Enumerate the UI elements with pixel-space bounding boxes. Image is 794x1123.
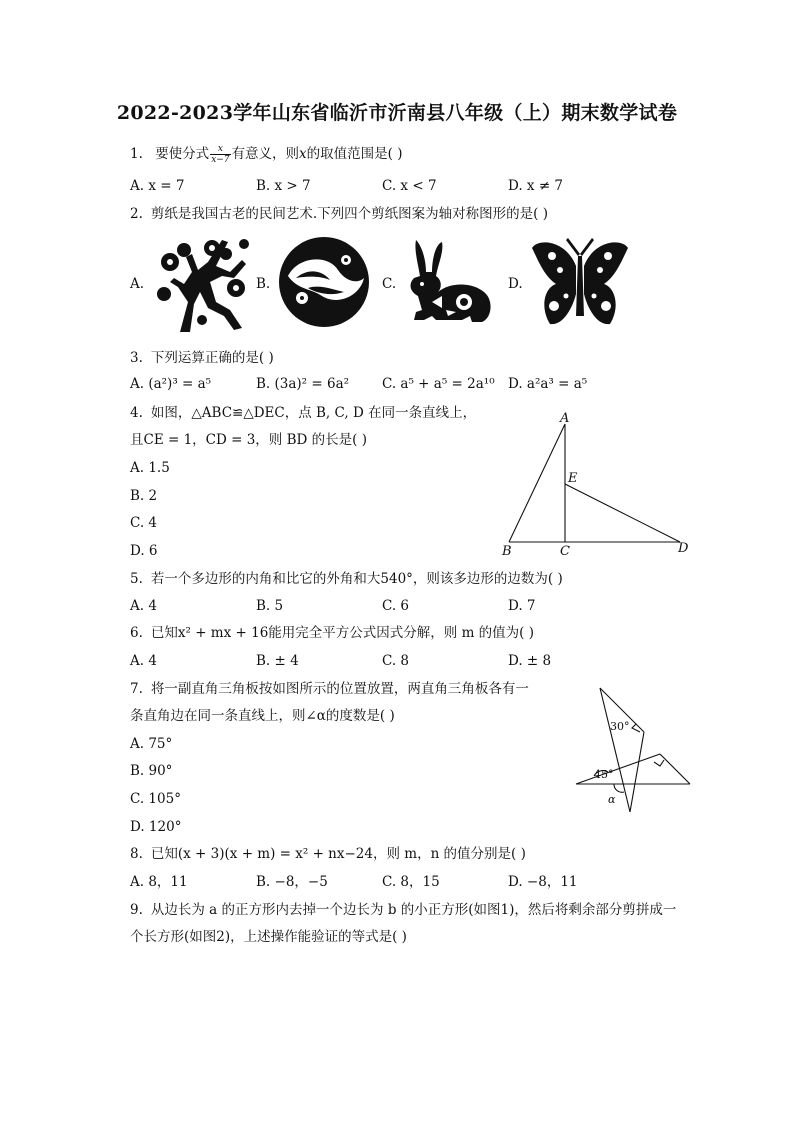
option-b: B. (3a)² = 6a²	[256, 376, 350, 392]
angle-45-label: 45°	[594, 768, 614, 781]
label-b: B	[502, 544, 512, 559]
page-title: 2022-2023学年山东省临沂市沂南县八年级（上）期末数学试卷	[116, 102, 678, 124]
question-3: 3. 下列运算正确的是( )	[130, 350, 274, 366]
question-text: 有意义，则	[231, 146, 300, 162]
option-a: A. x = 7	[130, 178, 185, 194]
option-b: B. 5	[256, 598, 284, 614]
label-d: D	[678, 541, 689, 556]
question-text: 将一副直角三角板按如图所示的位置放置，两直角三角板各有一	[150, 681, 529, 697]
label-c: C	[560, 544, 570, 559]
question-text: 要使分式	[155, 146, 210, 162]
option-c: C. x < 7	[382, 178, 437, 194]
question-8: 8. 已知(x + 3)(x + m) = x² + nx−24，则 m，n 的值分别是( )	[130, 846, 526, 862]
set-square-figure-q7	[572, 684, 694, 818]
option-a: A. 8，11	[130, 874, 188, 890]
option-a: A. 4	[130, 653, 157, 669]
question-text: 已知(x + 3)(x + m) = x² + nx−24，则 m，n 的值分别是( )	[150, 846, 526, 862]
option-d: D. 120°	[130, 819, 182, 835]
option-d: D. ± 8	[508, 653, 552, 669]
option-c: C. 4	[130, 515, 158, 531]
question-text: 已知x² + mx + 16能用完全平方公式因式分解，则 m 的值为( )	[150, 625, 535, 641]
option-b: B. 2	[130, 488, 158, 504]
option-a: A. 1.5	[130, 460, 170, 476]
question-7: 7. 将一副直角三角板按如图所示的位置放置，两直角三角板各有一	[130, 681, 529, 697]
question-text-continued: 条直角边在同一条直线上，则∠α的度数是( )	[130, 708, 395, 724]
butterfly-papercut-icon	[530, 236, 630, 330]
option-b-label: B.	[256, 276, 271, 292]
option-a: A. 4	[130, 598, 157, 614]
option-b: B. −8，−5	[256, 874, 328, 890]
option-b: B. ± 4	[256, 653, 299, 669]
option-a-label: A.	[130, 276, 145, 292]
question-text-continued: 且CE = 1，CD = 3，则 BD 的长是( )	[130, 432, 367, 448]
option-c: C. 6	[382, 598, 410, 614]
option-a: A. 75°	[130, 736, 173, 752]
rabbit-papercut-icon	[402, 236, 494, 328]
option-d: D. x ≠ 7	[508, 178, 564, 194]
question-text: 如图，△ABC≌△DEC，点 B, C, D 在同一条直线上，	[150, 405, 477, 421]
option-c: C. 105°	[130, 791, 181, 807]
plum-blossom-papercut-icon	[150, 232, 255, 334]
triangle-figure-q4	[498, 410, 698, 560]
option-c: C. 8	[382, 653, 410, 669]
question-1: 1. 要使分式 $\frac{x}{x-7}$ 有意义，则x的取值范围是( )	[130, 144, 403, 165]
question-text: 下列运算正确的是( )	[150, 350, 274, 366]
angle-30-label: 30°	[610, 720, 630, 733]
option-b: B. x > 7	[256, 178, 311, 194]
question-number: 1.	[130, 146, 143, 162]
question-text: 剪纸是我国古老的民间艺术.下列四个剪纸图案为轴对称图形的是( )	[150, 206, 549, 222]
option-d: D. 6	[130, 543, 158, 559]
option-c: C. a⁵ + a⁵ = 2a¹⁰	[382, 376, 495, 392]
option-c-label: C.	[382, 276, 397, 292]
question-4: 4. 如图，△ABC≌△DEC，点 B, C, D 在同一条直线上，	[130, 405, 477, 421]
option-c: C. 8，15	[382, 874, 440, 890]
angle-alpha-label: α	[608, 793, 616, 806]
fraction: $\frac{x}{x-7}$	[211, 144, 230, 165]
question-text: 从边长为 a 的正方形内去掉一个边长为 b 的小正方形(如图1)，然后将剩余部分剪拼成一	[150, 902, 677, 918]
question-2: 2. 剪纸是我国古老的民间艺术.下列四个剪纸图案为轴对称图形的是( )	[130, 206, 549, 222]
option-d: D. −8，11	[508, 874, 578, 890]
yin-yang-fish-papercut-icon	[278, 236, 370, 328]
option-d-label: D.	[508, 276, 523, 292]
option-d: D. 7	[508, 598, 536, 614]
question-text-continued: 个长方形(如图2)，上述操作能验证的等式是( )	[130, 929, 407, 945]
question-6: 6. 已知x² + mx + 16能用完全平方公式因式分解，则 m 的值为( )	[130, 625, 535, 641]
question-9: 9. 从边长为 a 的正方形内去掉一个边长为 b 的小正方形(如图1)，然后将剩余部分剪拼成一	[130, 902, 677, 918]
option-b: B. 90°	[130, 763, 173, 779]
label-e: E	[568, 471, 578, 486]
question-text: 若一个多边形的内角和比它的外角和大540°，则该多边形的边数为( )	[150, 571, 563, 587]
option-d: D. a²a³ = a⁵	[508, 376, 588, 392]
question-5: 5. 若一个多边形的内角和比它的外角和大540°，则该多边形的边数为( )	[130, 571, 563, 587]
label-a: A	[560, 411, 570, 426]
option-a: A. (a²)³ = a⁵	[130, 376, 212, 392]
